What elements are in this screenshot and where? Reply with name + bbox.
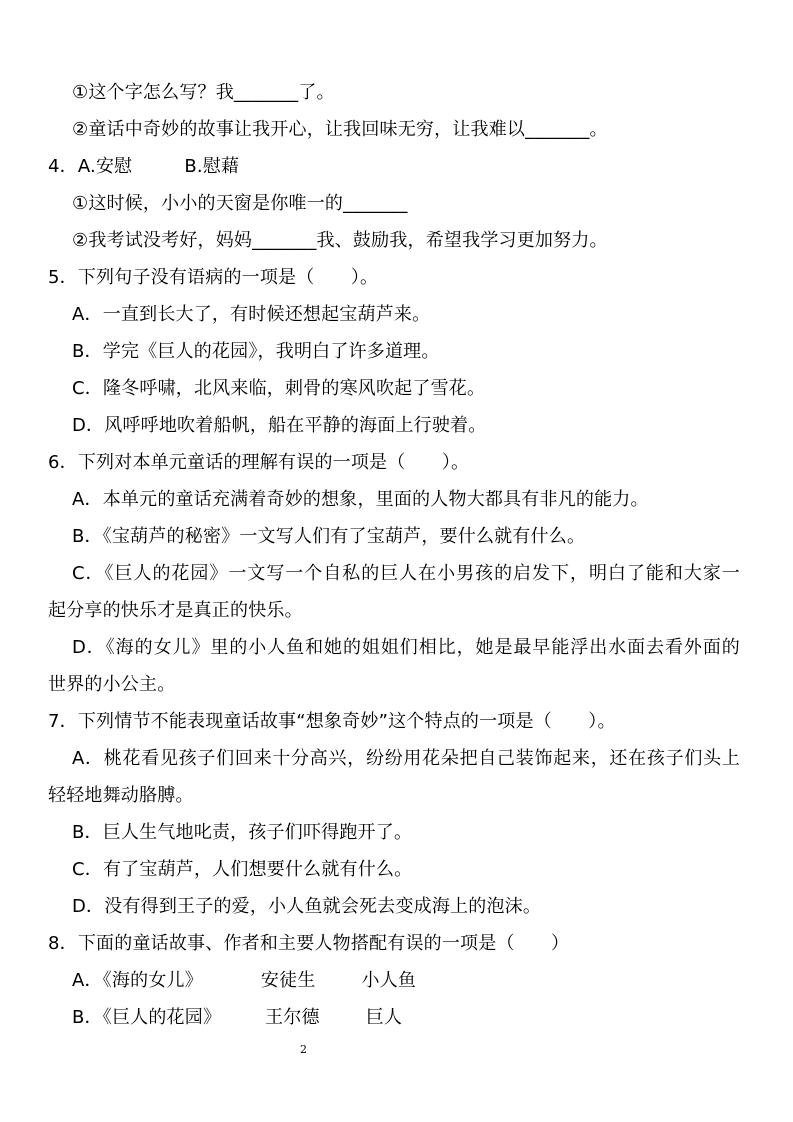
q3-sub2: ②童话中奇妙的故事让我开心，让我回味无穷，让我难以_______。 [72, 119, 608, 140]
q4-options [48, 156, 239, 178]
q8-option-a [72, 970, 416, 992]
q8-stem: 8．下面的童话故事、作者和主要人物搭配有误的一项是（ ） [48, 933, 570, 954]
q6-option-d-line2: 世界的小公主。 [48, 674, 176, 695]
q7-option-d: D．没有得到王子的爱，小人鱼就会死去变成海上的泡沫。 [72, 896, 542, 917]
q6-option-b: B．《宝葫芦的秘密》一文写人们有了宝葫芦，要什么就有什么。 [72, 526, 586, 547]
q4-sub2: ②我考试没考好，妈妈_______我、鼓励我，希望我学习更加努力。 [72, 230, 608, 251]
q6-option-c-line1: C．《巨人的花园》一文写一个自私的巨人在小男孩的启发下，明白了能和大家一 [72, 563, 740, 584]
q8-a-story: A．《海的女儿》 [72, 970, 203, 991]
q4-option-b: B.慰藉 [184, 156, 240, 177]
q3-sub1: ①这个字怎么写？我_______了。 [72, 82, 335, 103]
q7-stem: 7．下列情节不能表现童话故事“想象奇妙”这个特点的一项是（ ）。 [48, 711, 616, 732]
q6-option-c-line2: 起分享的快乐才是真正的快乐。 [48, 600, 303, 621]
page-number: 2 [300, 1043, 307, 1056]
q5-option-c: C．隆冬呼啸，北风来临，刺骨的寒风吹起了雪花。 [72, 378, 486, 399]
q7-option-a-line1: A．桃花看见孩子们回来十分高兴，纷纷用花朵把自己装饰起来，还在孩子们头上 [72, 748, 740, 769]
q6-option-a: A．本单元的童话充满着奇妙的想象，里面的人物大都具有非凡的能力。 [72, 489, 649, 510]
q8-b-story: B．《巨人的花园》 [72, 1007, 222, 1028]
q8-b-author: 王尔德 [265, 1007, 320, 1028]
q4-sub1: ①这时候，小小的天窗是你唯一的_______ [72, 193, 408, 214]
q6-option-d-line1: D．《海的女儿》里的小人鱼和她的姐姐们相比，她是最早能浮出水面去看外面的 [72, 637, 740, 658]
q7-option-b: B．巨人生气地叱责，孩子们吓得跑开了。 [72, 822, 413, 843]
q8-b-character: 巨人 [365, 1007, 403, 1028]
q8-option-b [72, 1007, 402, 1029]
q5-option-b: B．学完《巨人的花园》，我明白了许多道理。 [72, 341, 440, 362]
q5-option-d: D．风呼呼地吹着船帆，船在平静的海面上行驶着。 [72, 415, 487, 436]
q4-option-a: 4．A.安慰 [48, 156, 133, 177]
q7-option-c: C．有了宝葫芦，人们想要什么就有什么。 [72, 859, 413, 880]
q6-stem: 6．下列对本单元童话的理解有误的一项是（ ）。 [48, 452, 470, 473]
q7-option-a-line2: 轻轻地舞动胳膊。 [48, 785, 194, 806]
q5-stem: 5．下列句子没有语病的一项是（ ）。 [48, 267, 379, 288]
q8-a-character: 小人鱼 [361, 970, 417, 991]
q8-a-author: 安徒生 [260, 970, 316, 991]
q5-option-a: A．一直到长大了，有时候还想起宝葫芦来。 [72, 304, 431, 325]
